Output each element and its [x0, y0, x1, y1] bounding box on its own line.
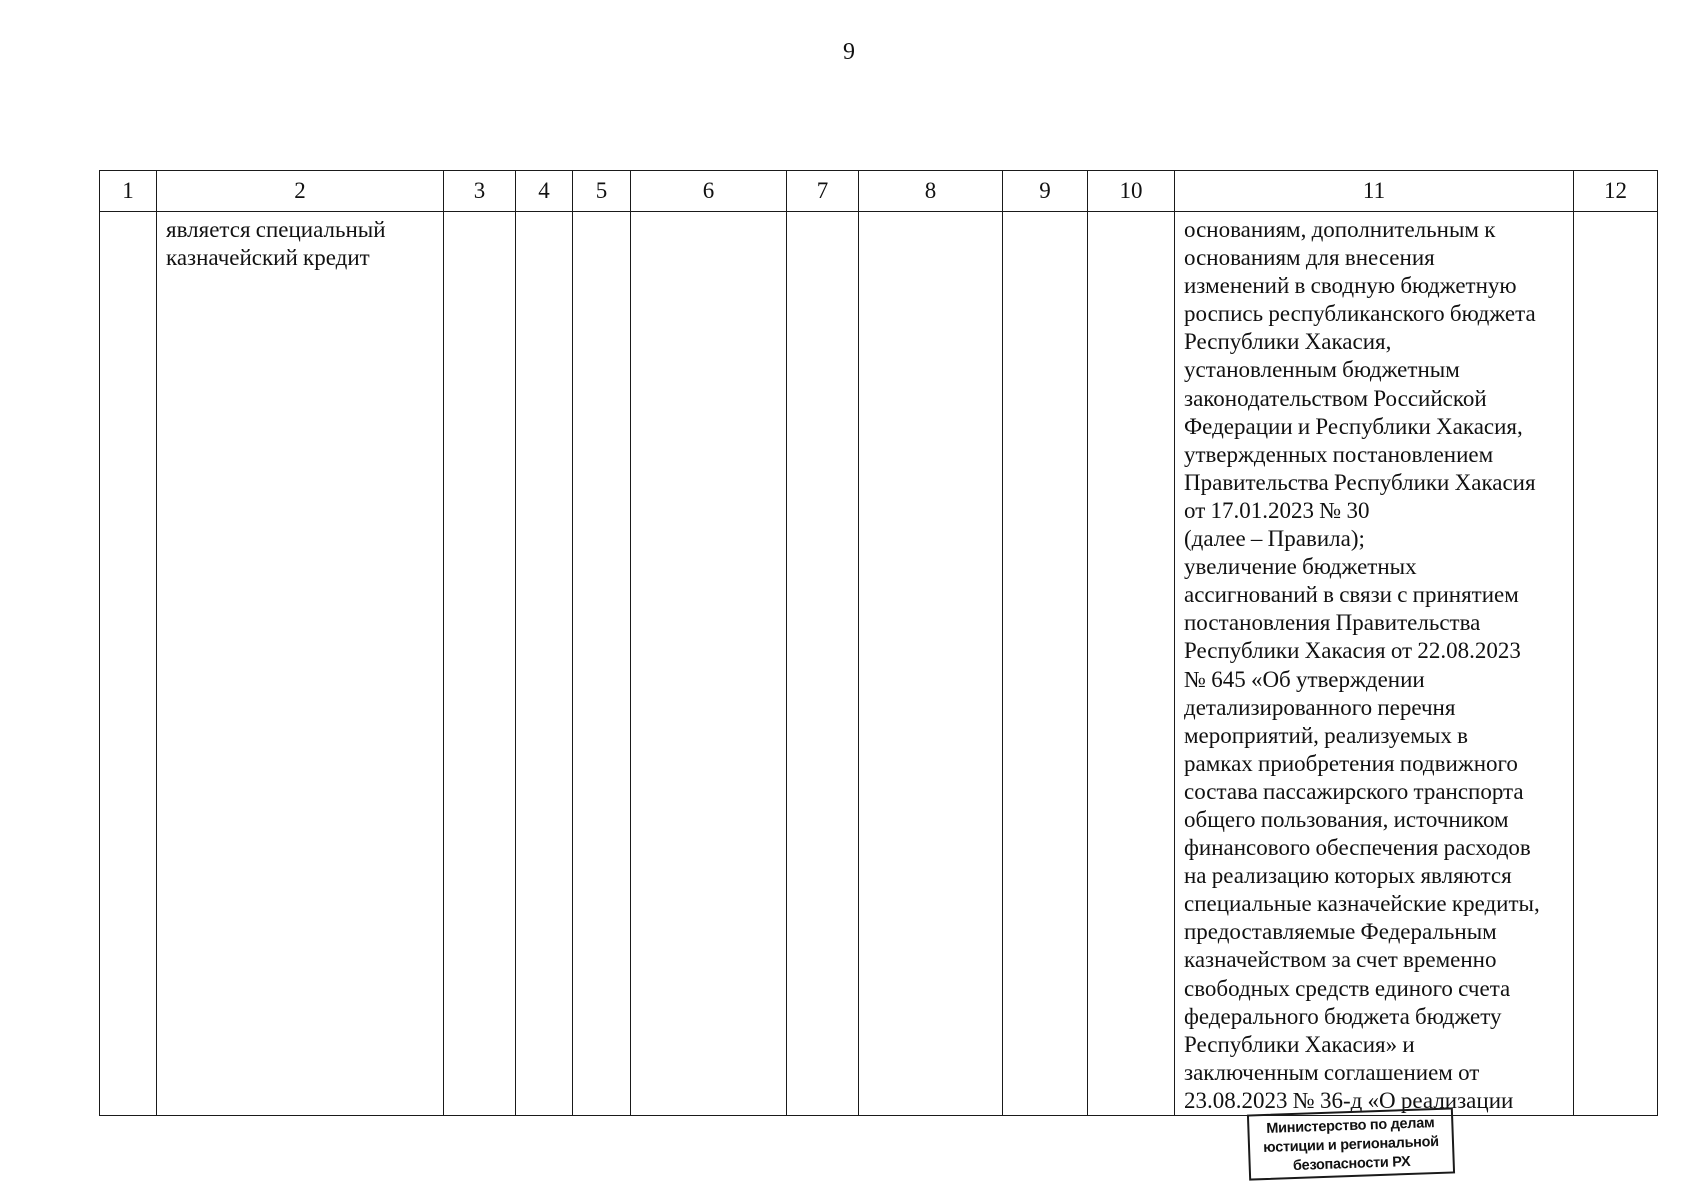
- stamp-line-2: юстиции и региональной: [1263, 1133, 1440, 1157]
- table-cell-col4: [516, 212, 573, 1116]
- stamp-line-1: Министерство по делам: [1266, 1115, 1435, 1137]
- column-header-5: 5: [573, 171, 631, 212]
- column-header-3: 3: [444, 171, 516, 212]
- table-cell-col6: [631, 212, 787, 1116]
- cell-text-col2: является специальный казначейский кредит: [166, 217, 386, 271]
- column-header-1: 1: [100, 171, 157, 212]
- column-header-10: 10: [1088, 171, 1175, 212]
- column-header-4: 4: [516, 171, 573, 212]
- column-header-8: 8: [859, 171, 1003, 212]
- table-cell-col12: [1574, 212, 1658, 1116]
- table-cell-col3: [444, 212, 516, 1116]
- table-cell-col8: [859, 212, 1003, 1116]
- table-cell-col5: [573, 212, 631, 1116]
- table-cell-col1: [100, 212, 157, 1116]
- table-cell-col2: [157, 212, 444, 1116]
- budget-table: [99, 170, 1658, 1116]
- column-header-6: 6: [631, 171, 787, 212]
- cell-text-col11: основаниям, дополнительным к основаниям для внесения изменений в сводную бюджетную роспись республиканского бюджета Республики Хакасия, установленным бюджетным законодательством Российской Федерации и Республики Хакасия, утвержденных постановлением Правительства Республики Хакасия от 17.01.2023 № 30 (далее – Правила); увеличение бюджетных ассигнований в связи с принятием постановления Правительства Республики Хакасия от 22.08.2023 № 645 «Об утверждении детализированного перечня мероприятий, реализуемых в рамках приобретения подвижного состава пассажирского транспорта общего пользования, источником финансового обеспечения расходов на реализацию которых являются специальные казначейские кредиты, предоставляемые Федеральным казначейством за счет временно свободных средств единого счета федерального бюджета бюджету Республики Хакасия» и заключенным соглашением от 23.08.2023 № 36-д «О реализации: [1184, 217, 1540, 1113]
- column-header-11: 11: [1175, 171, 1574, 212]
- table-header-row: [100, 171, 1658, 212]
- table-cell-col9: [1003, 212, 1088, 1116]
- table-cell-col10: [1088, 212, 1175, 1116]
- stamp-line-3: безопасности РХ: [1292, 1153, 1411, 1175]
- table-row: [100, 212, 1658, 1116]
- page-number: 9: [843, 39, 855, 65]
- column-header-12: 12: [1574, 171, 1658, 212]
- column-header-2: 2: [157, 171, 444, 212]
- table-cell-col11: [1175, 212, 1574, 1116]
- table-cell-col7: [787, 212, 859, 1116]
- ministry-stamp: [1247, 1107, 1455, 1180]
- column-header-7: 7: [787, 171, 859, 212]
- column-header-9: 9: [1003, 171, 1088, 212]
